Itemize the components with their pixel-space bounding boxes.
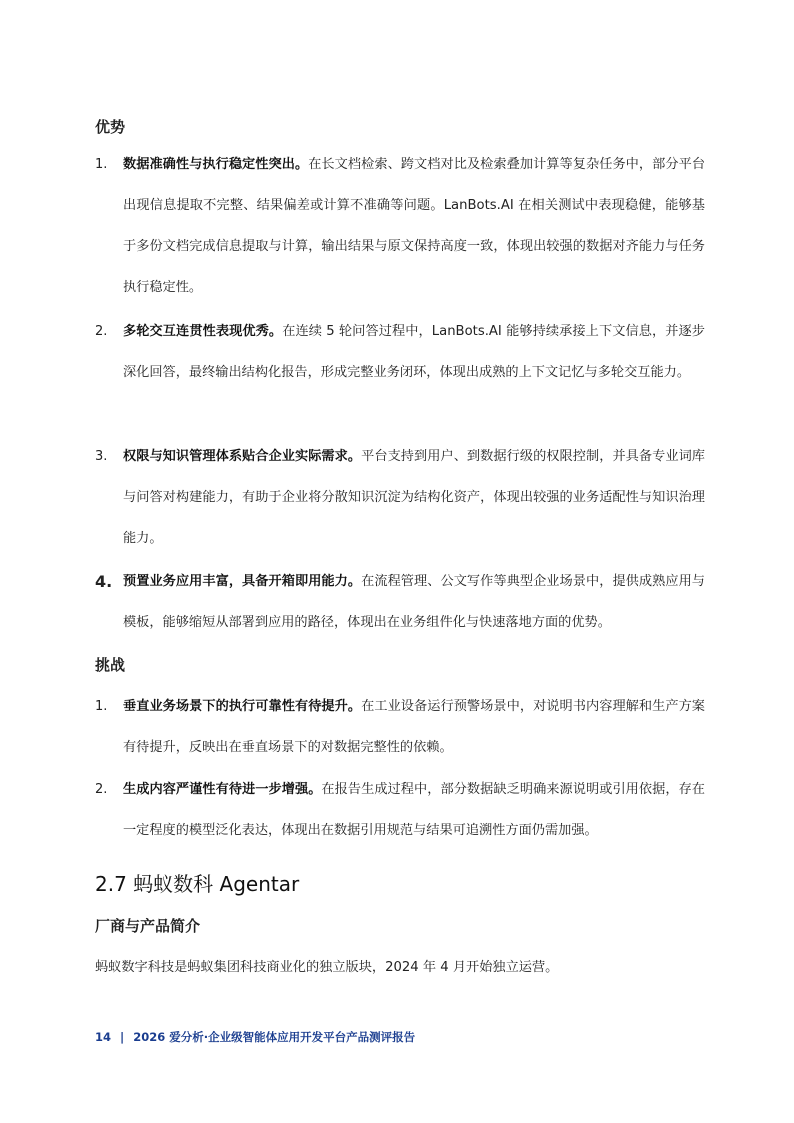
item-lead: 多轮交互连贯性表现优秀。 <box>123 324 283 339</box>
item-text: 在长文档检索、跨文档对比及检索叠加计算等复杂任务中，部分平台出现信息提取不完整、结果偏差或计算不准确等问题。LanBots.AI 在相关测试中表现稳健，能够基于多份文档完成信息提取与计算，输出结果与原文保持高度一致，体现出较强的数据对齐能力与任务执行稳定性。 <box>123 157 706 295</box>
item-text: 平台支持到用户、到数据行级的权限控制，并具备专业词库与问答对构建能力，有助于企业将分散知识沉淀为结构化资产，体现出较强的业务适配性与知识治理能力。 <box>123 449 705 546</box>
item-text: 在流程管理、公文写作等典型企业场景中，提供成熟应用与模板，能够缩短从部署到应用的路径，体现出在业务组件化与快速落地方面的优势。 <box>123 574 705 630</box>
challenge-item-1 <box>95 686 705 768</box>
challenge-item-2 <box>95 769 705 851</box>
item-lead: 权限与知识管理体系贴合企业实际需求。 <box>123 449 362 464</box>
advantages-heading: 优势 <box>95 118 126 136</box>
section-heading-2-7: 2.7 蚂蚁数科 Agentar <box>95 872 300 896</box>
item-lead: 垂直业务场景下的执行可靠性有待提升。 <box>123 699 362 714</box>
page-number: 14 <box>95 1030 112 1044</box>
advantage-item-4 <box>95 561 705 643</box>
item-text: 在工业设备运行预警场景中，对说明书内容理解和生产方案有待提升，反映出在垂直场景下的对数据完整性的依赖。 <box>123 699 705 755</box>
item-lead: 预置业务应用丰富，具备开箱即用能力。 <box>123 574 362 589</box>
list-number: 1. <box>95 699 108 714</box>
list-number: 2. <box>95 782 108 797</box>
list-number: 2. <box>95 324 108 339</box>
report-title: 2026 爱分析·企业级智能体应用开发平台产品测评报告 <box>133 1030 416 1044</box>
item-text: 在连续 5 轮问答过程中，LanBots.AI 能够持续承接上下文信息，并逐步深化回答，最终输出结构化报告，形成完整业务闭环，体现出成熟的上下文记忆与多轮交互能力。 <box>123 324 705 380</box>
footer-separator: | <box>120 1030 125 1044</box>
list-number: 3. <box>95 449 108 464</box>
item-lead: 数据准确性与执行稳定性突出。 <box>123 157 309 172</box>
item-lead: 生成内容严谨性有待进一步增强。 <box>123 782 322 797</box>
list-number: 1. <box>95 157 108 172</box>
advantage-item-3 <box>95 436 705 559</box>
advantage-item-2 <box>95 311 705 393</box>
vendor-intro-heading: 厂商与产品简介 <box>95 917 201 935</box>
page-footer <box>95 1029 415 1045</box>
list-number: 4. <box>95 572 113 591</box>
advantage-item-1 <box>95 144 705 308</box>
item-text: 在报告生成过程中，部分数据缺乏明确来源说明或引用依据，存在一定程度的模型泛化表达，体现出在数据引用规范与结果可追溯性方面仍需加强。 <box>123 782 705 838</box>
challenges-heading: 挑战 <box>95 656 126 674</box>
vendor-intro-paragraph: 蚂蚁数字科技是蚂蚁集团科技商业化的独立版块，2024 年 4 月开始独立运营。 <box>95 960 559 975</box>
